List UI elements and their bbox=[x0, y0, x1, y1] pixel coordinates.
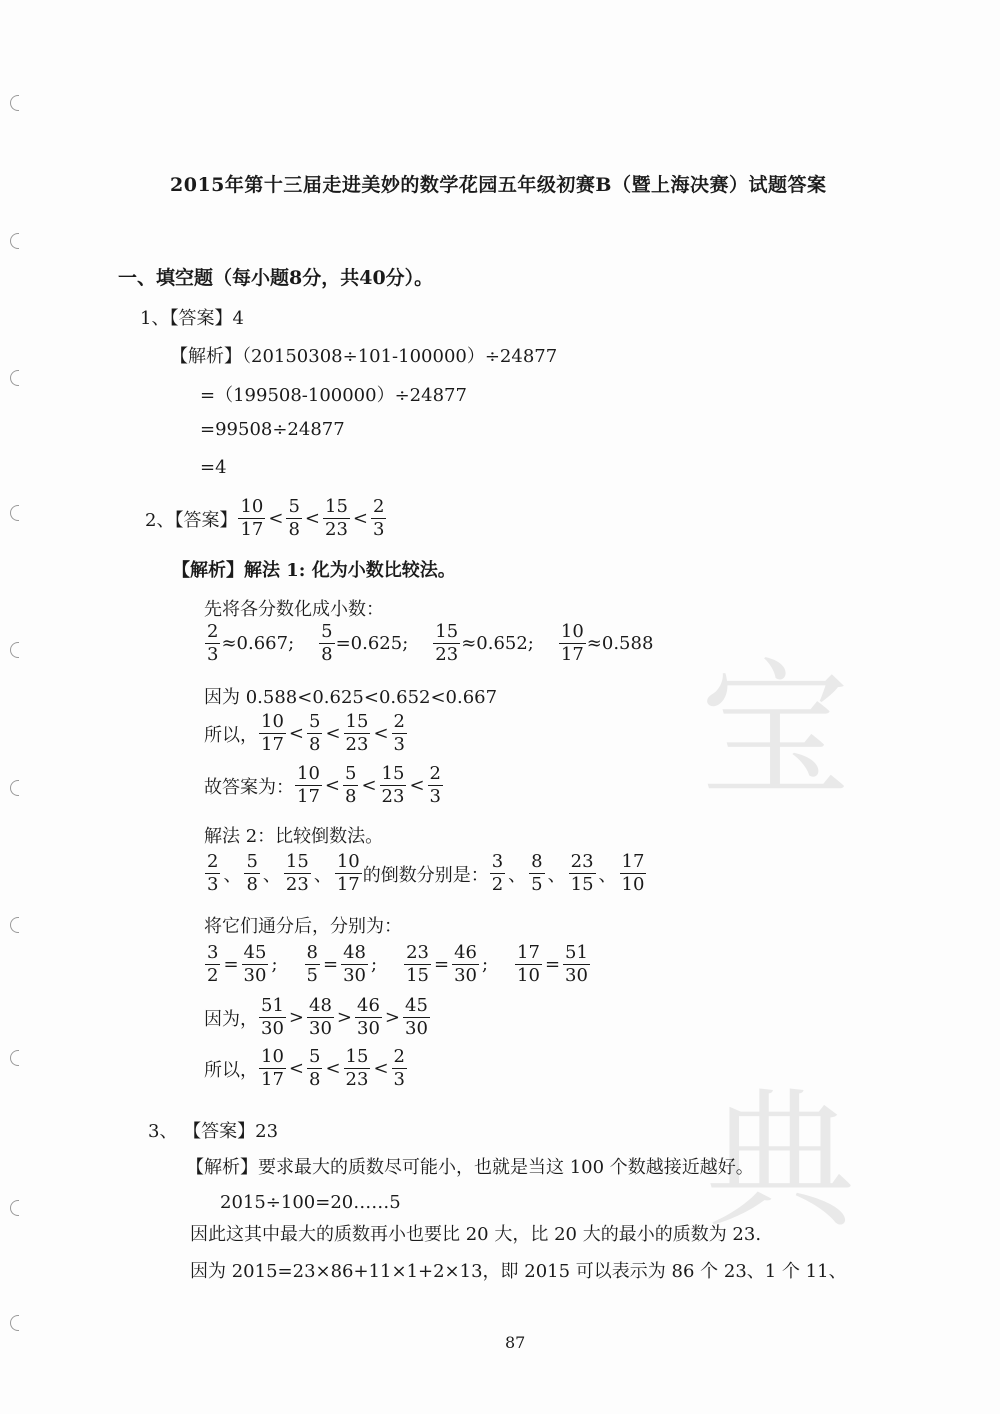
fraction: $\frac{48}{30}$ bbox=[309, 995, 332, 1039]
fraction: $\frac{23}{15}$ bbox=[406, 942, 429, 986]
q1-line: =（199508-100000）÷24877 bbox=[200, 385, 467, 406]
operator: < bbox=[409, 775, 425, 796]
fraction: $\frac{2}{3}$ bbox=[393, 711, 405, 755]
operator: 、 bbox=[313, 864, 332, 886]
operator: < bbox=[325, 723, 341, 744]
section-heading: 一、填空题（每小题8分，共40分）。 bbox=[118, 267, 434, 289]
binder-hole bbox=[10, 505, 19, 521]
q2-common: $\frac{3}{2}$ = $\frac{45}{30}$ ; $\frac{8}{5}$ = $\frac{48}{30}$ ; $\frac{23}{15}$ = $\frac{46}{30}$ ; $\frac{17}{10}$ = $\frac{51}{30}$ bbox=[207, 942, 588, 986]
decimal-text: ≈0.652; bbox=[461, 633, 534, 654]
operator: 、 bbox=[508, 864, 527, 886]
fraction: $\frac{5}{8}$ bbox=[309, 1046, 321, 1090]
so2-label: 所以， bbox=[204, 1059, 258, 1081]
binder-hole bbox=[10, 95, 19, 111]
q2-because: 因为 0.588<0.625<0.652<0.667 bbox=[204, 687, 498, 708]
fraction: $\frac{2}{3}$ bbox=[393, 1046, 405, 1090]
operator: < bbox=[352, 508, 368, 529]
binder-hole bbox=[10, 917, 19, 933]
fraction: $\frac{15}{23}$ bbox=[381, 763, 405, 807]
fraction: $\frac{8}{5}$ bbox=[306, 942, 318, 986]
final-label: 故答案为： bbox=[204, 776, 294, 798]
fraction: $\frac{15}{23}$ bbox=[345, 1046, 369, 1090]
reciprocal-label: 的倒数分别是： bbox=[362, 864, 489, 886]
decimal-text: ≈0.667; bbox=[221, 633, 295, 654]
fraction: $\frac{51}{30}$ bbox=[565, 942, 588, 986]
operator: < bbox=[325, 1058, 341, 1079]
fraction-chain bbox=[258, 997, 431, 1038]
document-title: 2015年第十三届走进美妙的数学花园五年级初赛B（暨上海决赛）试题答案 bbox=[170, 174, 827, 196]
fraction: $\frac{48}{30}$ bbox=[343, 942, 366, 986]
operator: 、 bbox=[598, 864, 617, 886]
operator: < bbox=[324, 775, 340, 796]
fraction-chain bbox=[489, 853, 648, 894]
fraction: $\frac{10}{17}$ bbox=[297, 763, 320, 807]
fraction: $\frac{15}{23}$ bbox=[435, 621, 459, 665]
q2-decimals bbox=[204, 623, 653, 664]
operator: < bbox=[361, 775, 377, 796]
binder-hole bbox=[10, 1200, 19, 1216]
fraction: $\frac{2}{3}$ bbox=[373, 496, 385, 540]
binder-hole bbox=[10, 780, 19, 796]
q1-line: 【解析】（20150308÷101-100000）÷24877 bbox=[170, 346, 558, 367]
q3-calc: 2015÷100=20……5 bbox=[220, 1192, 401, 1213]
operator: 、 bbox=[262, 864, 281, 886]
fraction-chain bbox=[294, 765, 444, 806]
fraction: $\frac{10}{17}$ bbox=[560, 621, 584, 665]
fraction: $\frac{2}{3}$ bbox=[207, 621, 219, 665]
fraction: $\frac{46}{30}$ bbox=[357, 995, 380, 1039]
q2-so2 bbox=[204, 1048, 408, 1089]
fraction: $\frac{15}{23}$ bbox=[345, 711, 369, 755]
fraction: $\frac{45}{30}$ bbox=[405, 995, 428, 1039]
q2-because2 bbox=[204, 997, 431, 1038]
fraction: $\frac{51}{30}$ bbox=[261, 995, 284, 1039]
fraction-chain bbox=[258, 1048, 408, 1089]
fraction: $\frac{46}{30}$ bbox=[454, 942, 477, 986]
binder-hole bbox=[10, 1315, 19, 1331]
q2-method2: 解法 2：比较倒数法。 bbox=[204, 826, 384, 847]
fraction: $\frac{5}{8}$ bbox=[345, 763, 357, 807]
binder-hole bbox=[10, 1050, 19, 1066]
q2-step1: 先将各分数化成小数： bbox=[204, 599, 384, 620]
fraction: $\frac{10}{17}$ bbox=[261, 711, 284, 755]
q2-answer-prefix: 2、【答案】 bbox=[145, 509, 238, 531]
fraction: $\frac{15}{23}$ bbox=[285, 851, 309, 895]
fraction: $\frac{2}{3}$ bbox=[429, 763, 441, 807]
operator: < bbox=[373, 1058, 389, 1079]
binder-hole bbox=[10, 370, 19, 386]
fraction: $\frac{5}{8}$ bbox=[288, 496, 300, 540]
operator: 、 bbox=[223, 864, 242, 886]
fraction: $\frac{3}{2}$ bbox=[207, 942, 219, 986]
operator: 、 bbox=[547, 864, 566, 886]
watermark-char: 宝 bbox=[700, 645, 851, 819]
q1-answer: 1、【答案】4 bbox=[140, 308, 244, 329]
fraction: $\frac{15}{23}$ bbox=[325, 496, 348, 540]
q2-final bbox=[204, 765, 444, 806]
fraction: $\frac{5}{8}$ bbox=[246, 851, 258, 895]
operator: < bbox=[288, 1058, 304, 1079]
fraction: $\frac{5}{8}$ bbox=[309, 711, 321, 755]
fraction: $\frac{3}{2}$ bbox=[491, 851, 504, 895]
fraction: $\frac{10}{17}$ bbox=[261, 1046, 284, 1090]
binder-hole bbox=[10, 233, 19, 249]
q2-common-label: 将它们通分后，分别为： bbox=[204, 916, 402, 937]
fraction-chain bbox=[258, 713, 408, 754]
decimal-text: =0.625; bbox=[335, 633, 409, 654]
watermark-char: 典 bbox=[705, 1075, 856, 1249]
q2-reciprocals bbox=[204, 853, 647, 894]
so-label: 所以， bbox=[204, 724, 258, 746]
operator: > bbox=[384, 1007, 400, 1028]
fraction: $\frac{10}{17}$ bbox=[240, 496, 264, 540]
operator: > bbox=[336, 1007, 352, 1028]
because2-label: 因为， bbox=[204, 1008, 258, 1030]
q3-answer: 3、 【答案】23 bbox=[148, 1121, 279, 1142]
fraction: $\frac{5}{8}$ bbox=[321, 621, 333, 665]
operator: < bbox=[304, 508, 320, 529]
fraction: $\frac{10}{17}$ bbox=[336, 851, 360, 895]
fraction: $\frac{45}{30}$ bbox=[243, 942, 267, 986]
q1-line: =99508÷24877 bbox=[200, 419, 345, 440]
operator: < bbox=[373, 723, 389, 744]
fraction: $\frac{2}{3}$ bbox=[207, 851, 219, 895]
decimal-text: ≈0.588 bbox=[586, 633, 654, 654]
operator: > bbox=[288, 1007, 304, 1028]
page-number: 87 bbox=[505, 1333, 526, 1352]
q3-line: 因为 2015=23×86+11×1+2×13，即 2015 可以表示为 86 个 23、1 个 11、 bbox=[190, 1261, 847, 1282]
fraction-chain bbox=[204, 853, 363, 894]
q3-analysis: 【解析】要求最大的质数尽可能小，也就是当这 100 个数越接近越好。 bbox=[186, 1157, 754, 1178]
binder-hole bbox=[10, 642, 19, 658]
q2-method1: 【解析】解法 1: 化为小数比较法。 bbox=[172, 560, 456, 581]
q1-line: =4 bbox=[200, 457, 227, 478]
q3-line: 因此这其中最大的质数再小也要比 20 大，比 20 大的最小的质数为 23. bbox=[190, 1224, 762, 1245]
q2-so bbox=[204, 713, 408, 754]
fraction-chain bbox=[237, 498, 387, 539]
operator: < bbox=[288, 723, 304, 744]
fraction: $\frac{17}{10}$ bbox=[621, 851, 645, 895]
q2-answer bbox=[145, 498, 387, 539]
fraction: $\frac{23}{15}$ bbox=[570, 851, 594, 895]
fraction: $\frac{8}{5}$ bbox=[531, 851, 543, 895]
operator: < bbox=[268, 508, 284, 529]
fraction: $\frac{17}{10}$ bbox=[517, 942, 540, 986]
